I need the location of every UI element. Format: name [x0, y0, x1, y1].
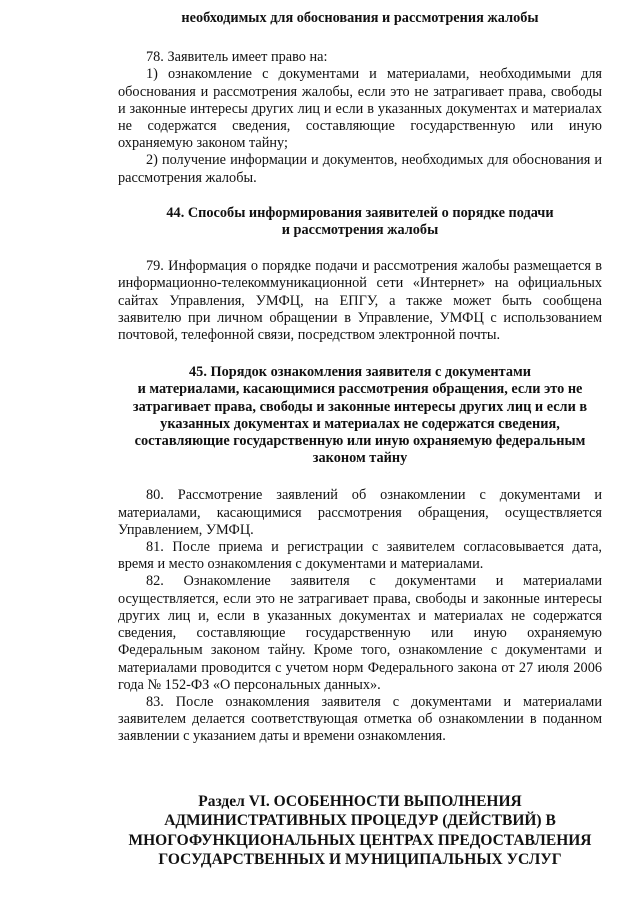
heading-44-line: и рассмотрения жалобы: [281, 222, 439, 239]
paragraph-80: 80. Рассмотрение заявлений об ознакомлении с документами и материалами, касающимися рассмотрения обращения, осуществляется Управлением, УМФЦ.: [118, 487, 602, 538]
heading-45-line: указанных документах и материалах не содержатся сведения,: [160, 415, 560, 432]
heading-45-line: затрагивает права, свободы и законные интересы других лиц и если в: [132, 398, 588, 415]
paragraph-81: 81. После приема и регистрации с заявителем согласовывается дата, время и место ознакомления с документами и материалами.: [118, 539, 602, 573]
paragraph-83: 83. После ознакомления заявителя с документами и материалами заявителем делается соответствующая отметка об ознакомлении в поданном заявлении с указанием даты и времени ознакомления.: [118, 693, 602, 745]
heading-45-line: и материалами, касающимися рассмотрения обращения, если это не: [137, 381, 583, 398]
paragraph-78: 78. Заявитель имеет право на:: [146, 49, 328, 66]
paragraph-78-item-1: 1) ознакомление с документами и материалами, необходимыми для обоснования и рассмотрения жалобы, если это не затрагивает права, свободы и законные интересы других лиц и если в указанных документах и материалах не содержатся сведения, составляющие государственную или иную охраняемую законом тайну;: [118, 66, 602, 152]
heading-45-line: законом тайну: [312, 450, 408, 467]
heading-45: [118, 364, 602, 467]
heading-45-line: составляющие государственную или иную охраняемую федеральным: [134, 433, 586, 450]
section-6-title: [118, 792, 602, 870]
heading-44: [118, 205, 602, 239]
heading-44-line: 44. Способы информирования заявителей о порядке подачи: [166, 204, 554, 221]
section-title-line: АДМИНИСТРАТИВНЫХ ПРОЦЕДУР (ДЕЙСТВИЙ) В: [164, 812, 556, 830]
section-title-line: Раздел VI. ОСОБЕННОСТИ ВЫПОЛНЕНИЯ: [198, 792, 522, 810]
continued-heading: необходимых для обоснования и рассмотрения жалобы: [181, 10, 539, 26]
paragraph-78-item-2: 2) получение информации и документов, необходимых для обоснования и рассмотрения жалобы.: [118, 152, 602, 186]
paragraph-82: 82. Ознакомление заявителя с документами и материалами осуществляется, если это не затрагивает права, свободы и законные интересы других лиц и, если в указанных документах и материалах не содержатся сведения, составляющие государственную или иную охраняемую Федеральным законом тайну. Кроме того, ознакомление с документами и материалами проводится с учетом норм Федерального закона от 27 июля 2006 года № 152-ФЗ «О персональных данных».: [118, 573, 602, 693]
section-title-line: МНОГОФУНКЦИОНАЛЬНЫХ ЦЕНТРАХ ПРЕДОСТАВЛЕНИЯ: [128, 831, 592, 849]
heading-45-line: 45. Порядок ознакомления заявителя с документами: [189, 364, 531, 381]
section-title-line: ГОСУДАРСТВЕННЫХ И МУНИЦИПАЛЬНЫХ УСЛУГ: [158, 851, 562, 869]
paragraph-79: 79. Информация о порядке подачи и рассмотрения жалобы размещается в информационно-телекоммуникационной сети «Интернет» на официальных сайтах Управления, УМФЦ, на ЕПГУ, а также может быть сообщена заявителю при личном обращении в Управление, УМФЦ с использованием почтовой, телефонной связи, посредством электронной почты.: [118, 258, 602, 344]
